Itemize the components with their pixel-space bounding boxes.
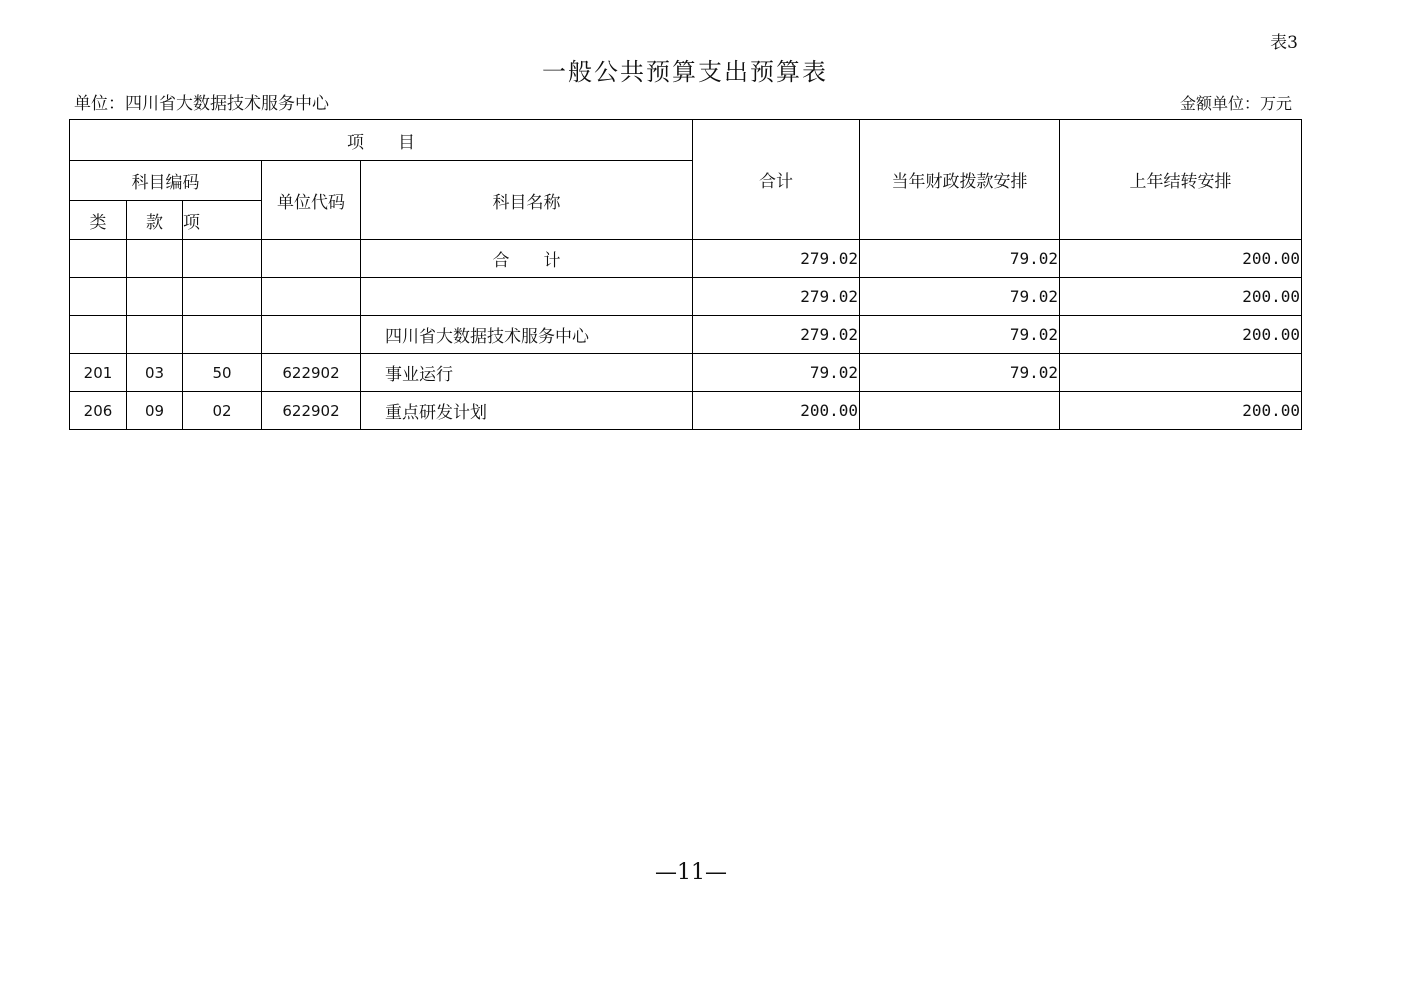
cell-lei — [70, 240, 127, 278]
cell-unit-code: 622902 — [262, 392, 361, 430]
cell-total: 279.02 — [693, 240, 860, 278]
page-title: 一般公共预算支出预算表 — [542, 58, 828, 86]
cell-lei — [70, 278, 127, 316]
table-number: 表3 — [1270, 33, 1298, 53]
cell-unit-code — [262, 316, 361, 354]
cell-total: 279.02 — [693, 316, 860, 354]
cell-unit-code — [262, 278, 361, 316]
cell-carryover: 200.00 — [1060, 278, 1302, 316]
cell-xiang — [183, 240, 262, 278]
header-lei: 类 — [70, 201, 127, 240]
cell-carryover — [1060, 354, 1302, 392]
header-dangnian: 当年财政拨款安排 — [860, 120, 1060, 240]
table-row — [70, 240, 1302, 278]
header-xiangmu: 项 目 — [70, 120, 693, 161]
page-number: —11— — [655, 860, 727, 885]
cell-kuan — [127, 316, 183, 354]
header-kuan: 款 — [127, 201, 183, 240]
budget-table — [69, 119, 1302, 430]
cell-carryover: 200.00 — [1060, 240, 1302, 278]
table-row — [70, 392, 1302, 430]
header-shangnian: 上年结转安排 — [1060, 120, 1302, 240]
cell-lei: 206 — [70, 392, 127, 430]
cell-total: 279.02 — [693, 278, 860, 316]
cell-kuan — [127, 240, 183, 278]
cell-current-year: 79.02 — [860, 354, 1060, 392]
cell-kuan: 09 — [127, 392, 183, 430]
cell-lei — [70, 316, 127, 354]
cell-subject-name: 合 计 — [361, 240, 693, 278]
cell-subject-name: 重点研发计划 — [361, 392, 693, 430]
cell-current-year — [860, 392, 1060, 430]
cell-carryover: 200.00 — [1060, 392, 1302, 430]
header-kemu-mingcheng: 科目名称 — [361, 161, 693, 240]
cell-kuan: 03 — [127, 354, 183, 392]
table-row — [70, 316, 1302, 354]
cell-xiang: 50 — [183, 354, 262, 392]
cell-subject-name — [361, 278, 693, 316]
cell-xiang — [183, 278, 262, 316]
cell-total: 79.02 — [693, 354, 860, 392]
cell-lei: 201 — [70, 354, 127, 392]
header-danwei-daima: 单位代码 — [262, 161, 361, 240]
cell-carryover: 200.00 — [1060, 316, 1302, 354]
unit-label: 单位：四川省大数据技术服务中心 — [74, 94, 329, 114]
amount-unit-label: 金额单位：万元 — [1179, 94, 1292, 113]
table-row — [70, 354, 1302, 392]
cell-kuan — [127, 278, 183, 316]
cell-subject-name: 事业运行 — [361, 354, 693, 392]
header-xiang: 项 — [183, 201, 262, 240]
table-row — [70, 278, 1302, 316]
cell-subject-name: 四川省大数据技术服务中心 — [361, 316, 693, 354]
header-kemu-bianma: 科目编码 — [70, 161, 262, 201]
cell-xiang — [183, 316, 262, 354]
cell-xiang: 02 — [183, 392, 262, 430]
header-heji: 合计 — [693, 120, 860, 240]
cell-total: 200.00 — [693, 392, 860, 430]
cell-current-year: 79.02 — [860, 278, 1060, 316]
cell-unit-code: 622902 — [262, 354, 361, 392]
cell-current-year: 79.02 — [860, 240, 1060, 278]
cell-current-year: 79.02 — [860, 316, 1060, 354]
cell-unit-code — [262, 240, 361, 278]
